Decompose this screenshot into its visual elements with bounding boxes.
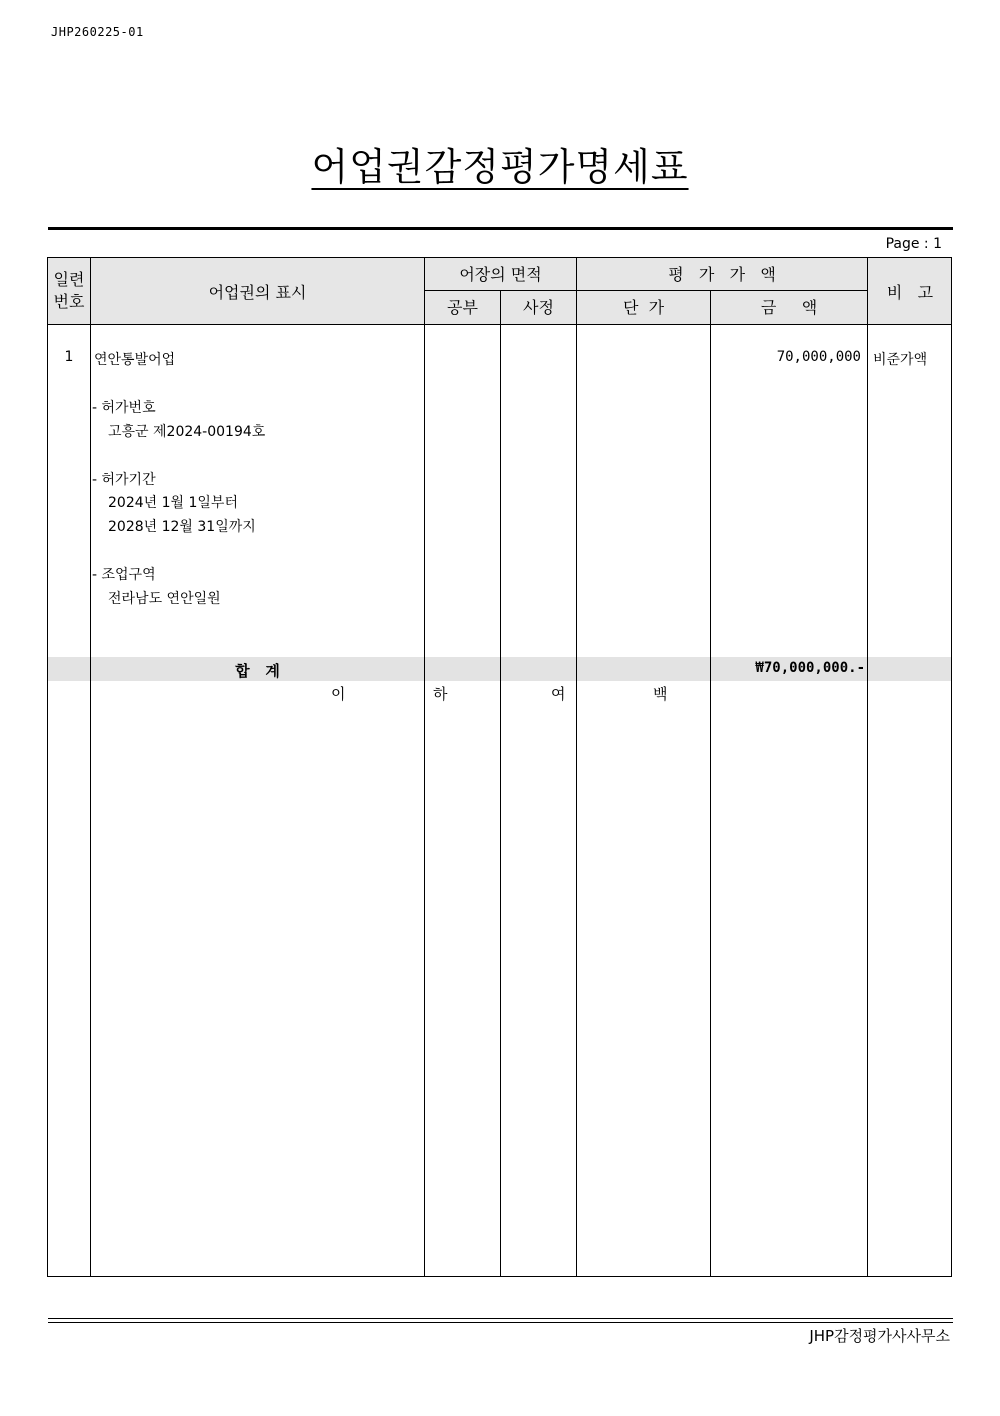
document-title: 어업권감정평가명세표 bbox=[311, 145, 689, 189]
header-serial-line1: 일련 bbox=[53, 270, 85, 289]
permit-number-value: 고흥군 제2024-00194호 bbox=[108, 424, 266, 440]
col-divider-description bbox=[424, 258, 425, 1277]
permit-period-end: 2028년 12월 31일까지 bbox=[108, 519, 256, 535]
total-label: 합 계 bbox=[235, 662, 280, 680]
header-area-official: 공부 bbox=[447, 298, 478, 317]
row-amount: 70,000,000 bbox=[776, 349, 861, 365]
header-area-actual: 사정 bbox=[523, 298, 554, 317]
header-remarks: 비 고 bbox=[886, 283, 934, 302]
header-bottom-line bbox=[48, 324, 952, 325]
header-serial-line2: 번호 bbox=[53, 292, 85, 311]
header-unit-price: 단 가 bbox=[622, 298, 665, 317]
col-divider-unit-price bbox=[710, 291, 711, 1277]
footer-rule-lower bbox=[48, 1322, 953, 1323]
closing-char-4: 백 bbox=[653, 685, 668, 703]
col-divider-serial bbox=[90, 258, 91, 1277]
header-description: 어업권의 표시 bbox=[208, 283, 307, 302]
closing-char-1: 이 bbox=[331, 685, 346, 703]
page-number: Page : 1 bbox=[885, 236, 942, 252]
footer-rule-upper bbox=[48, 1318, 953, 1319]
col-divider-valuation bbox=[867, 258, 868, 1277]
title-divider bbox=[48, 227, 953, 230]
document-code: JHP260225-01 bbox=[51, 25, 144, 39]
permit-period-label: - 허가기간 bbox=[92, 472, 156, 488]
header-amount: 금 액 bbox=[760, 298, 818, 317]
permit-period-start: 2024년 1월 1일부터 bbox=[108, 495, 238, 511]
header-sub-divider bbox=[424, 290, 867, 291]
fishing-area-label: - 조업구역 bbox=[92, 567, 156, 583]
total-amount: ₩70,000,000.- bbox=[755, 660, 865, 676]
col-divider-area-official bbox=[500, 291, 501, 1277]
header-valuation: 평 가 가 액 bbox=[668, 265, 776, 284]
fishing-area-value: 전라남도 연안일원 bbox=[108, 591, 221, 607]
document-title-wrap bbox=[0, 136, 1000, 191]
row-remark: 비준가액 bbox=[873, 352, 928, 368]
closing-char-3: 여 bbox=[551, 685, 566, 703]
office-name: JHP감정평가사사무소 bbox=[809, 1327, 950, 1345]
permit-number-label: - 허가번호 bbox=[92, 400, 156, 416]
row-fishery-name: 연안통발어업 bbox=[94, 352, 176, 368]
col-divider-area bbox=[576, 258, 577, 1277]
row-serial-number: 1 bbox=[64, 349, 74, 365]
header-area: 어장의 면적 bbox=[459, 265, 542, 284]
closing-char-2: 하 bbox=[433, 685, 448, 703]
